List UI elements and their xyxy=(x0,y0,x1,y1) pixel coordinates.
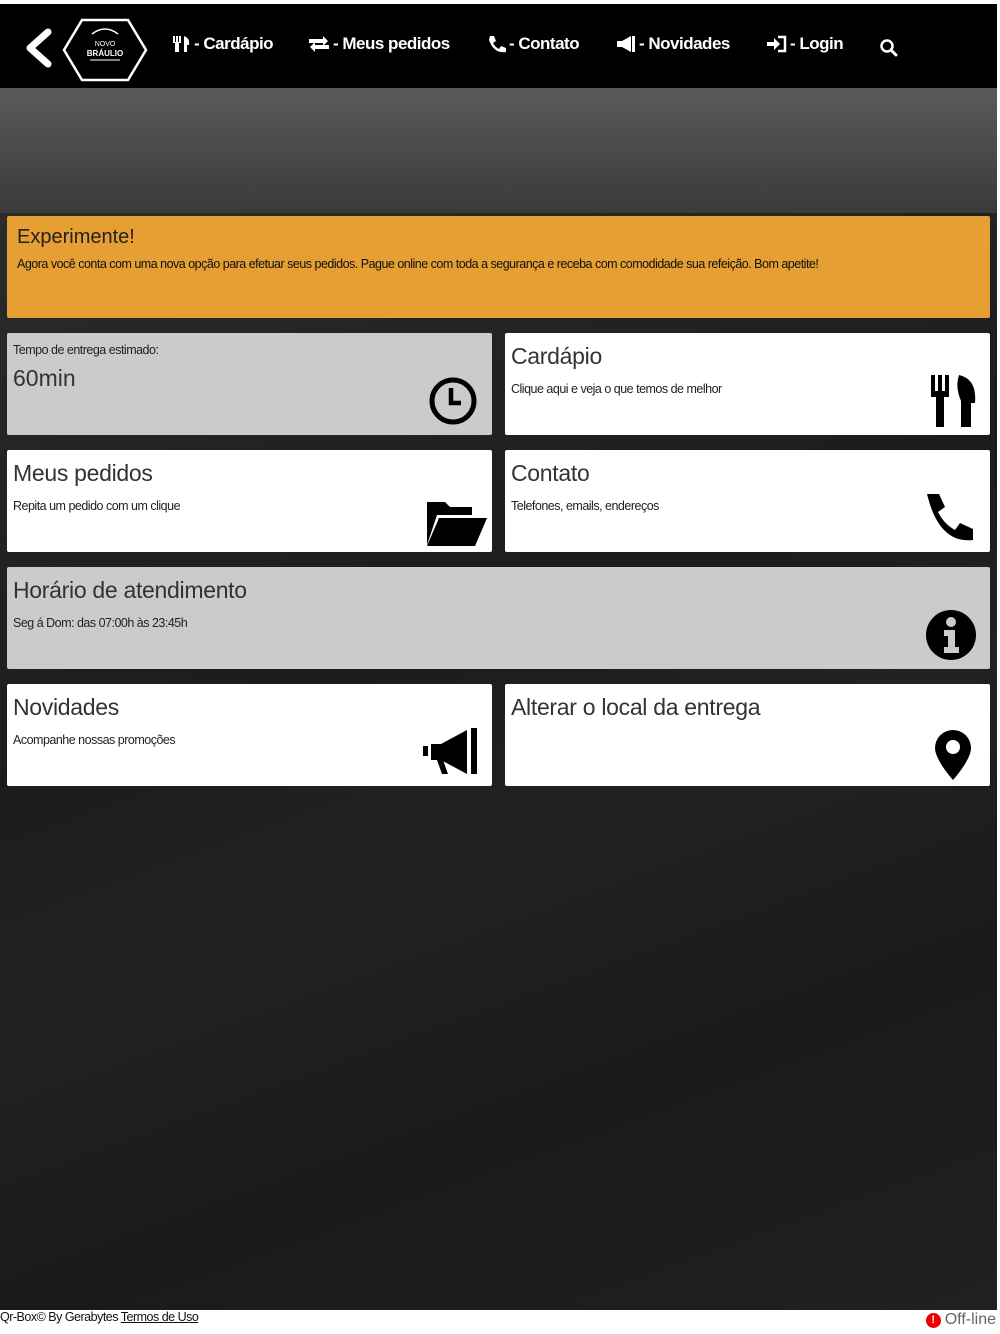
delivery-time-label: Tempo de entrega estimado: xyxy=(13,343,159,357)
nav-cardapio-label: - Cardápio xyxy=(194,34,274,53)
alert-title: Experimente! xyxy=(17,226,135,248)
hero-banner xyxy=(0,88,997,213)
horario-tile-subtitle: Seg á Dom: das 07:00h às 23:45h xyxy=(13,616,188,630)
cutlery-icon xyxy=(172,35,192,53)
back-arrow-icon[interactable] xyxy=(22,28,56,68)
phone-icon xyxy=(487,35,507,53)
nav-novidades-label: - Novidades xyxy=(639,34,730,53)
novidades-tile[interactable] xyxy=(7,684,492,786)
logo-line-1: NOVO xyxy=(94,41,116,48)
clock-icon xyxy=(427,375,479,427)
cutlery-icon xyxy=(927,373,979,429)
nav-meus-pedidos-label: - Meus pedidos xyxy=(333,34,450,53)
nav-cardapio[interactable] xyxy=(172,34,273,54)
map-marker-icon xyxy=(933,728,973,782)
logo-hexagon-icon xyxy=(60,14,150,86)
nav-meus-pedidos[interactable] xyxy=(307,34,450,54)
meus-pedidos-tile-title: Meus pedidos xyxy=(13,460,153,486)
restaurant-logo[interactable] xyxy=(60,14,150,86)
folder-open-icon xyxy=(425,496,489,548)
cardapio-tile[interactable] xyxy=(505,333,990,435)
nav-contato-label: - Contato xyxy=(509,34,580,53)
horario-tile xyxy=(7,567,990,669)
connection-status xyxy=(926,1311,996,1329)
contato-tile-subtitle: Telefones, emails, endereços xyxy=(511,499,659,513)
connection-status-label: Off-line xyxy=(944,1311,996,1328)
meus-pedidos-tile[interactable] xyxy=(7,450,492,552)
novidades-tile-title: Novidades xyxy=(13,694,119,720)
nav-login-label: - Login xyxy=(790,34,844,53)
promo-alert xyxy=(7,216,990,318)
delivery-time-tile xyxy=(7,333,492,435)
meus-pedidos-tile-subtitle: Repita um pedido com um clique xyxy=(13,499,181,513)
megaphone-icon xyxy=(421,728,483,776)
footer-credits xyxy=(0,1310,198,1324)
logo-line-2: BRÁULIO xyxy=(86,49,124,58)
delivery-time-value: 60min xyxy=(13,365,76,391)
alert-icon: ! xyxy=(926,1313,941,1328)
contato-tile[interactable] xyxy=(505,450,990,552)
horario-tile-title: Horário de atendimento xyxy=(13,577,247,603)
megaphone-icon xyxy=(615,35,637,53)
alterar-local-tile-title: Alterar o local da entrega xyxy=(511,694,761,720)
top-navbar xyxy=(0,0,997,88)
nav-novidades[interactable] xyxy=(615,34,730,54)
exchange-icon xyxy=(307,35,331,53)
phone-icon xyxy=(923,492,979,546)
nav-contato[interactable] xyxy=(487,34,579,54)
cardapio-tile-subtitle: Clique aqui e veja o que temos de melhor xyxy=(511,382,722,396)
footer-credit-text: Qr-Box© By Gerabytes xyxy=(0,1310,118,1324)
contato-tile-title: Contato xyxy=(511,460,590,486)
nav-login[interactable] xyxy=(766,34,843,54)
alterar-local-tile[interactable] xyxy=(505,684,990,786)
cardapio-tile-title: Cardápio xyxy=(511,343,602,369)
terms-link[interactable]: Termos de Uso xyxy=(120,1310,199,1324)
alert-text: Agora você conta com uma nova opção para efetuar seus pedidos. Pague online com toda a segurança e receba com comodidade sua refeição. Bom apetite! xyxy=(17,257,819,271)
info-icon xyxy=(925,609,977,661)
novidades-tile-subtitle: Acompanhe nossas promoções xyxy=(13,733,176,747)
footer xyxy=(0,1310,1000,1334)
search-icon[interactable] xyxy=(879,38,899,58)
login-icon xyxy=(766,35,788,53)
